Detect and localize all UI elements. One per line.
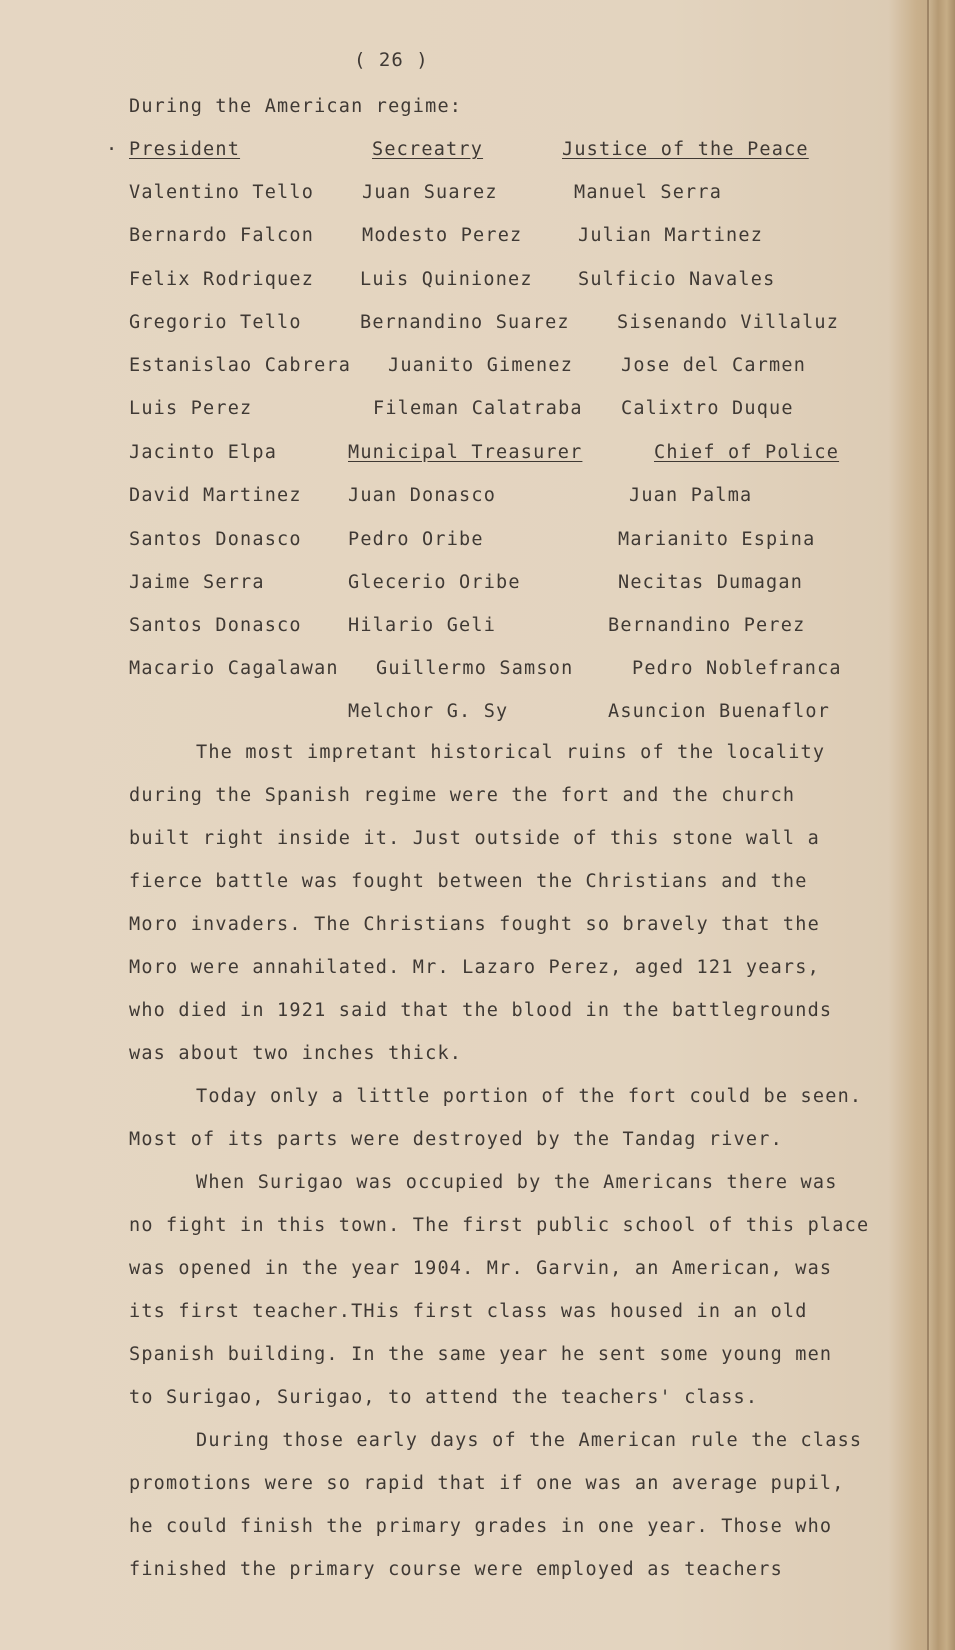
page-edge — [927, 0, 955, 1650]
paragraph-line: built right inside it. Just outside of this stone wall a — [129, 828, 820, 849]
table-cell: Julian Martinez — [578, 225, 764, 246]
header-president: President — [129, 139, 241, 160]
bullet-mark: · — [106, 139, 119, 160]
table-cell: Sisenando Villaluz — [617, 312, 840, 333]
header-chief-of-police: Chief of Police — [654, 442, 840, 463]
header-secretary: Secreatry — [372, 139, 484, 160]
table-cell: Necitas Dumagan — [618, 572, 804, 593]
table-cell: Macario Cagalawan — [129, 658, 339, 679]
header-municipal-treasurer: Municipal Treasurer — [348, 442, 583, 463]
table-cell: Manuel Serra — [574, 182, 723, 203]
table-cell: Pedro Noblefranca — [632, 658, 842, 679]
paragraph-line: to Surigao, Surigao, to attend the teachers' class. — [129, 1387, 759, 1408]
table-cell: Bernardo Falcon — [129, 225, 315, 246]
paragraph-line: promotions were so rapid that if one was an average pupil, — [129, 1473, 845, 1494]
page-edge-line — [927, 0, 929, 1650]
paragraph-line: fierce battle was fought between the Christians and the — [129, 871, 808, 892]
paragraph-line: no fight in this town. The first public school of this place — [129, 1215, 870, 1236]
header-justice: Justice of the Peace — [562, 139, 809, 160]
paragraph-line: Most of its parts were destroyed by the Tandag river. — [129, 1129, 783, 1150]
table-cell: David Martinez — [129, 485, 302, 506]
paragraph-line: who died in 1921 said that the blood in the battlegrounds — [129, 1000, 833, 1021]
paragraph-line: during the Spanish regime were the fort and the church — [129, 785, 796, 806]
table-cell: Bernandino Perez — [608, 615, 806, 636]
table-cell: Modesto Perez — [362, 225, 523, 246]
table-cell: Juan Donasco — [348, 485, 497, 506]
paragraph-line: Spanish building. In the same year he sent some young men — [129, 1344, 833, 1365]
paragraph-line: he could finish the primary grades in one year. Those who — [129, 1516, 833, 1537]
table-cell: Santos Donasco — [129, 615, 302, 636]
table-cell: Guillermo Samson — [376, 658, 574, 679]
table-cell: Luis Perez — [129, 398, 253, 419]
paragraph-line: finished the primary course were employed as teachers — [129, 1559, 783, 1580]
page-number: ( 26 ) — [354, 49, 429, 71]
paragraph-line: Moro invaders. The Christians fought so bravely that the — [129, 914, 820, 935]
intro-line: During the American regime: — [129, 96, 463, 117]
table-cell: Juan Palma — [629, 485, 753, 506]
table-cell: Jaime Serra — [129, 572, 265, 593]
table-cell: Calixtro Duque — [621, 398, 794, 419]
paragraph-line: was about two inches thick. — [129, 1043, 463, 1064]
paragraph-line: The most impretant historical ruins of the locality — [196, 742, 826, 763]
table-cell: Valentino Tello — [129, 182, 315, 203]
paragraph-line: During those early days of the American rule the class — [196, 1430, 863, 1451]
paragraph-line: was opened in the year 1904. Mr. Garvin, an American, was — [129, 1258, 833, 1279]
table-cell: Felix Rodriquez — [129, 269, 315, 290]
table-cell: Glecerio Oribe — [348, 572, 521, 593]
table-cell: Santos Donasco — [129, 529, 302, 550]
table-cell: Melchor G. Sy — [348, 701, 509, 722]
table-cell: Pedro Oribe — [348, 529, 484, 550]
table-cell: Juanito Gimenez — [388, 355, 574, 376]
table-cell: Bernandino Suarez — [360, 312, 570, 333]
table-cell: Juan Suarez — [362, 182, 498, 203]
table-cell: Gregorio Tello — [129, 312, 302, 333]
paragraph-line: Moro were annahilated. Mr. Lazaro Perez, aged 121 years, — [129, 957, 820, 978]
table-cell: Sulficio Navales — [578, 269, 776, 290]
table-cell: Asuncion Buenaflor — [608, 701, 831, 722]
paragraph-line: its first teacher.THis first class was housed in an old — [129, 1301, 808, 1322]
table-cell: Jacinto Elpa — [129, 442, 278, 463]
table-cell: Marianito Espina — [618, 529, 816, 550]
table-cell: Luis Quinionez — [360, 269, 533, 290]
table-cell: Hilario Geli — [348, 615, 497, 636]
paragraph-line: Today only a little portion of the fort could be seen. — [196, 1086, 863, 1107]
table-cell: Estanislao Cabrera — [129, 355, 352, 376]
table-cell: Jose del Carmen — [621, 355, 807, 376]
paragraph-line: When Surigao was occupied by the Americans there was — [196, 1172, 838, 1193]
table-cell: Fileman Calatraba — [373, 398, 583, 419]
